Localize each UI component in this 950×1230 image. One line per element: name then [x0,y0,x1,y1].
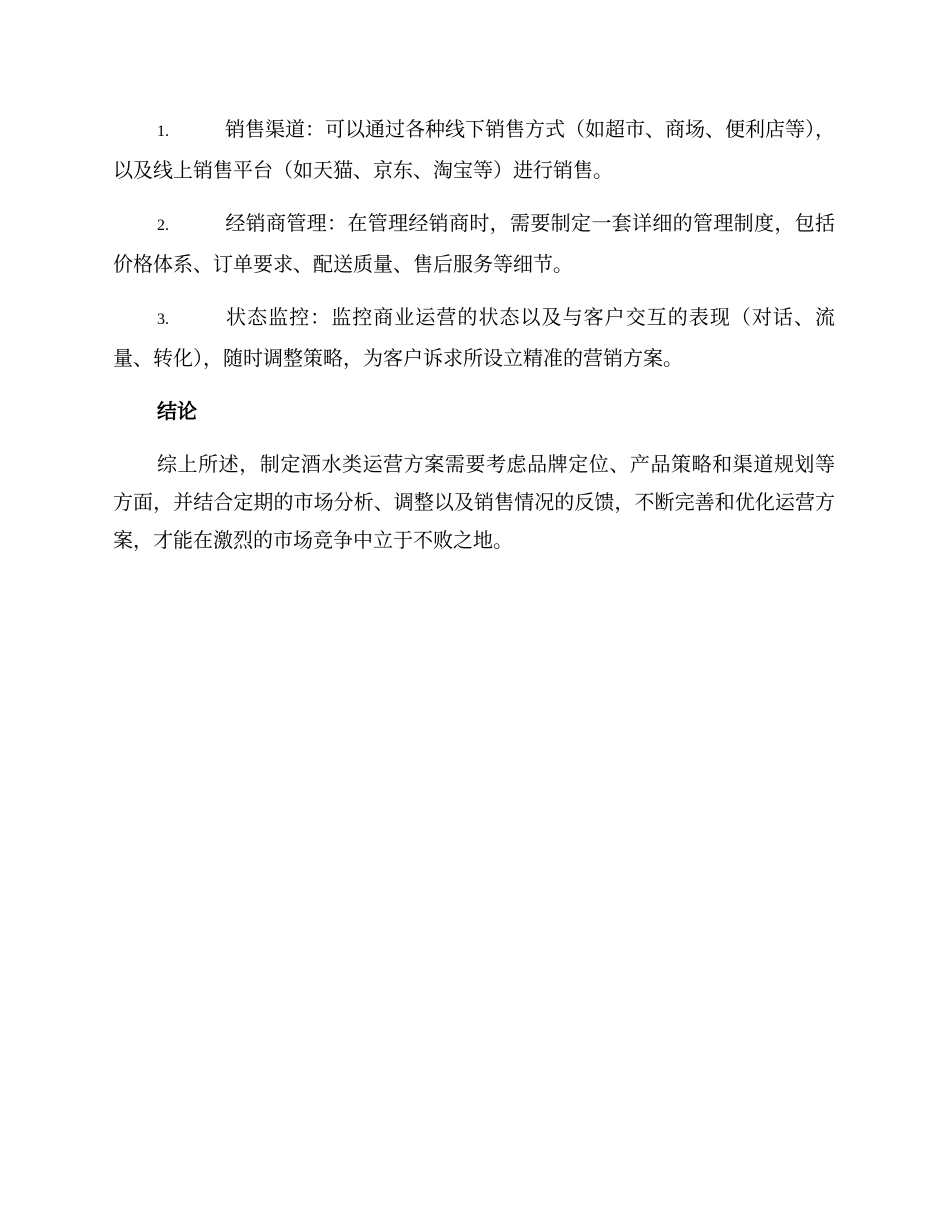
list-item-sales-channels [113,110,835,189]
conclusion-paragraph: 综上所述，制定酒水类运营方案需要考虑品牌定位、产品策略和渠道规划等方面，并结合定期的市场分析、调整以及销售情况的反馈，不断完善和优化运营方案，才能在激烈的市场竞争中立于不败之地。 [113,452,835,552]
list-number: 3. [157,311,169,328]
list-item-text: 状态监控：监控商业运营的状态以及与客户交互的表现（对话、流量、转化），随时调整策略，为客户诉求所设立精准的营销方案。 [113,305,835,370]
list-item-status-monitoring [113,298,835,377]
list-number: 1. [157,123,169,140]
document-page [113,110,835,559]
list-number: 2. [157,217,169,234]
list-item-dealer-management [113,204,835,283]
list-item-text: 经销商管理：在管理经销商时，需要制定一套详细的管理制度，包括价格体系、订单要求、配送质量、售后服务等细节。 [113,211,835,276]
conclusion-heading: 结论 [157,399,197,423]
list-item-text: 销售渠道：可以通过各种线下销售方式（如超市、商场、便利店等），以及线上销售平台（如天猫、京东、淘宝等）进行销售。 [113,117,835,182]
